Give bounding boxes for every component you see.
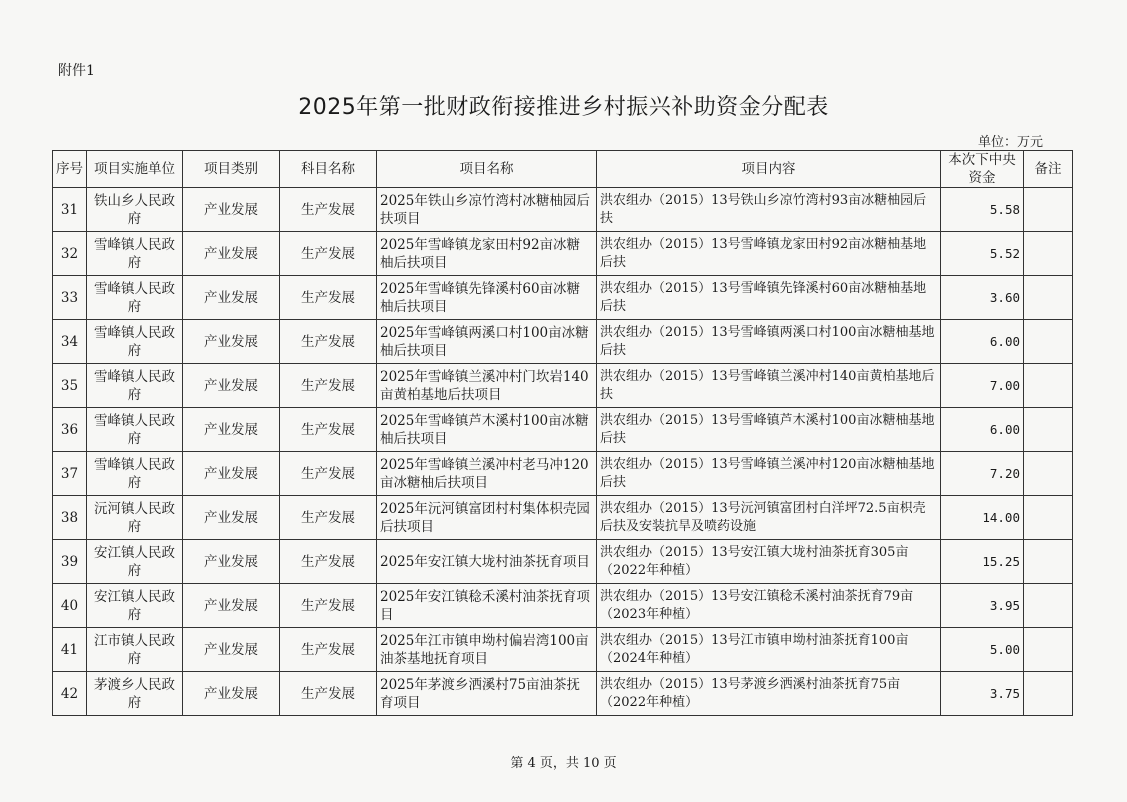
project-category: 产业发展 [183,364,280,408]
table-header-row [53,151,1073,188]
subject-name: 生产发展 [280,496,377,540]
row-number: 41 [53,628,87,672]
remarks [1024,364,1073,408]
project-category: 产业发展 [183,188,280,232]
allocation-table [52,150,1073,716]
project-content: 洪农组办（2015）13号江市镇申坳村油茶抚育100亩（2024年种植） [597,628,941,672]
project-category: 产业发展 [183,276,280,320]
project-category: 产业发展 [183,232,280,276]
project-name: 2025年江市镇申坳村偏岩湾100亩油茶基地抚育项目 [377,628,597,672]
project-content: 洪农组办（2015）13号雪峰镇先锋溪村60亩冰糖柚基地后扶 [597,276,941,320]
subject-name: 生产发展 [280,628,377,672]
project-content: 洪农组办（2015）13号雪峰镇芦木溪村100亩冰糖柚基地后扶 [597,408,941,452]
central-fund-amount: 14.00 [941,496,1024,540]
row-number: 38 [53,496,87,540]
table-row [53,276,1073,320]
remarks [1024,496,1073,540]
implementing-unit: 安江镇人民政府 [87,540,183,584]
project-name: 2025年雪峰镇龙家田村92亩冰糖柚后扶项目 [377,232,597,276]
project-content: 洪农组办（2015）13号雪峰镇两溪口村100亩冰糖柚基地后扶 [597,320,941,364]
central-fund-amount: 15.25 [941,540,1024,584]
central-fund-amount: 6.00 [941,408,1024,452]
row-number: 36 [53,408,87,452]
subject-name: 生产发展 [280,584,377,628]
central-fund-amount: 7.20 [941,452,1024,496]
column-header: 项目名称 [377,151,597,188]
remarks [1024,408,1073,452]
implementing-unit: 江市镇人民政府 [87,628,183,672]
project-category: 产业发展 [183,452,280,496]
subject-name: 生产发展 [280,276,377,320]
project-name: 2025年雪峰镇两溪口村100亩冰糖柚后扶项目 [377,320,597,364]
project-category: 产业发展 [183,320,280,364]
project-content: 洪农组办（2015）13号安江镇大垅村油茶抚育305亩（2022年种植） [597,540,941,584]
central-fund-amount: 5.00 [941,628,1024,672]
project-name: 2025年茅渡乡洒溪村75亩油茶抚育项目 [377,672,597,716]
central-fund-amount: 3.60 [941,276,1024,320]
remarks [1024,232,1073,276]
column-header: 项目类别 [183,151,280,188]
central-fund-amount: 3.95 [941,584,1024,628]
column-header: 项目内容 [597,151,941,188]
project-category: 产业发展 [183,540,280,584]
subject-name: 生产发展 [280,364,377,408]
central-fund-amount: 3.75 [941,672,1024,716]
table-row [53,496,1073,540]
table-row [53,188,1073,232]
column-header: 本次下中央资金 [941,151,1024,188]
table-row [53,232,1073,276]
row-number: 35 [53,364,87,408]
subject-name: 生产发展 [280,540,377,584]
table-row [53,364,1073,408]
implementing-unit: 安江镇人民政府 [87,584,183,628]
column-header: 科目名称 [280,151,377,188]
implementing-unit: 茅渡乡人民政府 [87,672,183,716]
implementing-unit: 雪峰镇人民政府 [87,320,183,364]
column-header: 备注 [1024,151,1073,188]
row-number: 42 [53,672,87,716]
central-fund-amount: 5.58 [941,188,1024,232]
row-number: 34 [53,320,87,364]
table-row [53,672,1073,716]
project-category: 产业发展 [183,408,280,452]
row-number: 32 [53,232,87,276]
project-content: 洪农组办（2015）13号铁山乡凉竹湾村93亩冰糖柚园后扶 [597,188,941,232]
project-name: 2025年雪峰镇先锋溪村60亩冰糖柚后扶项目 [377,276,597,320]
remarks [1024,188,1073,232]
attachment-label: 附件1 [58,63,95,79]
row-number: 39 [53,540,87,584]
implementing-unit: 雪峰镇人民政府 [87,276,183,320]
remarks [1024,672,1073,716]
project-category: 产业发展 [183,672,280,716]
table-row [53,408,1073,452]
page-number: 第 4 页，共 10 页 [510,756,617,771]
remarks [1024,320,1073,364]
remarks [1024,540,1073,584]
implementing-unit: 雪峰镇人民政府 [87,364,183,408]
project-content: 洪农组办（2015）13号雪峰镇兰溪冲村120亩冰糖柚基地后扶 [597,452,941,496]
project-name: 2025年雪峰镇兰溪冲村门坎岩140亩黄柏基地后扶项目 [377,364,597,408]
row-number: 40 [53,584,87,628]
project-name: 2025年铁山乡凉竹湾村冰糖柚园后扶项目 [377,188,597,232]
subject-name: 生产发展 [280,672,377,716]
implementing-unit: 雪峰镇人民政府 [87,452,183,496]
table-body [53,188,1073,716]
remarks [1024,452,1073,496]
project-name: 2025年安江镇稔禾溪村油茶抚育项目 [377,584,597,628]
row-number: 37 [53,452,87,496]
project-content: 洪农组办（2015）13号雪峰镇龙家田村92亩冰糖柚基地后扶 [597,232,941,276]
table-row [53,320,1073,364]
subject-name: 生产发展 [280,232,377,276]
page-title: 2025年第一批财政衔接推进乡村振兴补助资金分配表 [298,95,829,120]
row-number: 33 [53,276,87,320]
project-category: 产业发展 [183,628,280,672]
central-fund-amount: 6.00 [941,320,1024,364]
column-header: 项目实施单位 [87,151,183,188]
project-content: 洪农组办（2015）13号雪峰镇兰溪冲村140亩黄柏基地后扶 [597,364,941,408]
subject-name: 生产发展 [280,320,377,364]
subject-name: 生产发展 [280,188,377,232]
unit-label: 单位：万元 [977,135,1043,150]
central-fund-amount: 7.00 [941,364,1024,408]
project-category: 产业发展 [183,584,280,628]
project-name: 2025年雪峰镇兰溪冲村老马冲120亩冰糖柚后扶项目 [377,452,597,496]
subject-name: 生产发展 [280,408,377,452]
subject-name: 生产发展 [280,452,377,496]
implementing-unit: 雪峰镇人民政府 [87,408,183,452]
remarks [1024,628,1073,672]
table-row [53,584,1073,628]
implementing-unit: 铁山乡人民政府 [87,188,183,232]
implementing-unit: 雪峰镇人民政府 [87,232,183,276]
table-row [53,628,1073,672]
remarks [1024,584,1073,628]
implementing-unit: 沅河镇人民政府 [87,496,183,540]
project-category: 产业发展 [183,496,280,540]
project-name: 2025年安江镇大垅村油茶抚育项目 [377,540,597,584]
project-content: 洪农组办（2015）13号安江镇稔禾溪村油茶抚育79亩（2023年种植） [597,584,941,628]
project-content: 洪农组办（2015）13号茅渡乡洒溪村油茶抚育75亩（2022年种植） [597,672,941,716]
table-row [53,452,1073,496]
table-row [53,540,1073,584]
central-fund-amount: 5.52 [941,232,1024,276]
project-name: 2025年雪峰镇芦木溪村100亩冰糖柚后扶项目 [377,408,597,452]
project-content: 洪农组办（2015）13号沅河镇富团村白洋坪72.5亩枳壳后扶及安装抗旱及喷药设施 [597,496,941,540]
project-name: 2025年沅河镇富团村村集体枳壳园后扶项目 [377,496,597,540]
remarks [1024,276,1073,320]
row-number: 31 [53,188,87,232]
column-header: 序号 [53,151,87,188]
